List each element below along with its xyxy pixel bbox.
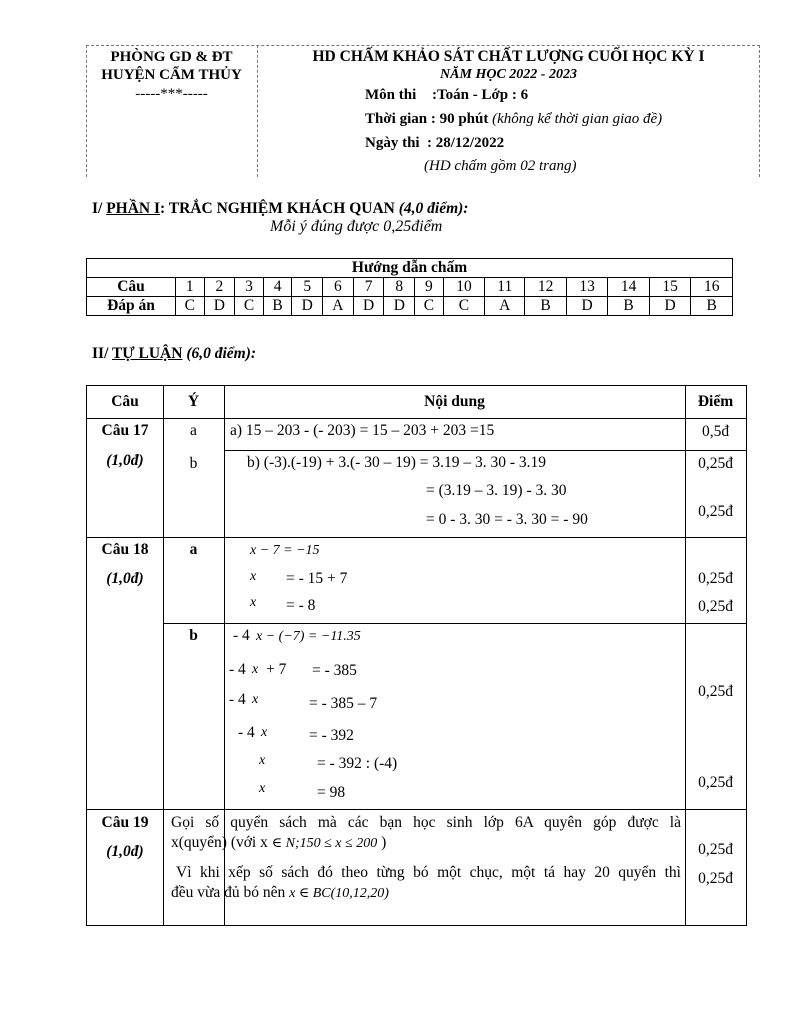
grid-line [87,418,746,419]
q18-b-line4-x: x [261,725,268,740]
q18-b-line3-a: - 4 [229,691,246,708]
q18-b-y: b [189,627,198,644]
question-number-cell: 1 [176,278,205,297]
answer-cell: B [608,297,650,316]
question-number-cell: 11 [485,278,525,297]
q18-b-line2-b: + 7 [266,661,287,678]
q18-b-line5-x: x [259,753,266,768]
grid-line [87,537,746,538]
answer-cell: D [292,297,323,316]
q19-line3: Vì khi xếp số sách đó theo từng bó một chục, một tá hay 20 quyển thì [176,864,681,881]
part2-label: TỰ LUẬN [111,345,183,362]
q18-b-line2-c: = - 385 [312,662,357,679]
q18-b-score2: 0,25đ [698,774,733,791]
pages-note: (HD chấm gồm 02 trang) [424,158,577,174]
q19-label: Câu 19 [101,814,149,831]
dept-stars: -----***----- [135,86,208,102]
q17-b-score1: 0,25đ [698,455,733,472]
q17-a-text: a) 15 – 203 - (- 203) = 15 – 203 + 203 =15 [230,422,495,439]
q18-b-line5-c: = - 392 : (-4) [317,755,398,772]
q17-b-line1: b) (-3).(-19) + 3.(- 30 – 19) = 3.19 – 3. 30 - 3.19 [247,454,547,471]
q18-b-line3-c: = - 385 – 7 [309,695,378,712]
part2-prefix: II/ [92,345,112,362]
q18-b-line1-b: x − (−7) = −11.35 [256,629,361,644]
q18-b-line1-a: - 4 [233,627,250,644]
q18-a-line2: = - 15 + 7 [286,570,348,587]
q18-b-score1: 0,25đ [698,683,733,700]
part1-prefix: I/ [92,200,107,217]
header-noi-dung: Nội dung [424,393,485,410]
dept-line1: PHÒNG GD & ĐT [110,49,233,65]
row-label-dap-an: Đáp án [87,297,176,316]
doc-title: HD CHẤM KHẢO SÁT CHẤT LƯỢNG CUỐI HỌC KỲ I [312,48,705,65]
grid-line [87,809,746,810]
answer-cell: C [176,297,205,316]
date-value: : 28/12/2022 [427,135,505,151]
q17-b-score2: 0,25đ [698,503,733,520]
time-label: Thời gian : 90 phút [365,111,489,127]
header-y: Ý [187,393,200,410]
q19-line4 [171,884,389,902]
part1-label: PHẦN I [106,200,161,217]
q19-score1: 0,25đ [698,841,733,858]
subject-label: Môn thi [365,87,417,103]
answer-cell: D [384,297,415,316]
subject-value: :Toán - Lớp : 6 [432,87,529,103]
answer-cell: A [485,297,525,316]
q19-line4-math: x ∈ BC(10,12,20) [289,886,389,901]
q17-points: (1,0đ) [106,452,144,469]
question-number-cell: 4 [263,278,292,297]
q17-b-y: b [189,455,198,472]
row-label-cau: Câu [87,278,176,297]
q17-b-line2: = (3.19 – 3. 19) - 3. 30 [426,482,567,499]
q19-line2-b: ) [381,834,387,851]
q19-points: (1,0đ) [106,843,144,860]
question-number-cell: 3 [235,278,264,297]
q19-line4-a: đều vừa đủ bó nên [171,884,286,901]
q18-a-y: a [189,541,198,558]
part1-note: Mỗi ý đúng được 0,25điểm [270,218,443,235]
time-note: (không kể thời gian giao đề) [492,111,663,127]
q18-a-line3-x: x [250,595,257,610]
answer-table-title: Hướng dẫn chấm [87,259,733,278]
q19-line2-a: x(quyển) (với x [171,834,268,851]
q18-label: Câu 18 [101,541,149,558]
q18-b-line6-c: = 98 [317,784,346,801]
answer-cell: D [204,297,235,316]
part2-heading [92,345,256,363]
answer-cell: C [443,297,485,316]
answer-cell: B [691,297,733,316]
q18-b-line2-x: x [252,662,259,677]
answer-cell: D [649,297,691,316]
answer-cell: D [353,297,384,316]
q17-b-line3: = 0 - 3. 30 = - 3. 30 = - 90 [426,511,588,528]
grid-line [163,623,746,624]
question-number-cell: 13 [566,278,608,297]
part2-points: (6,0 điểm): [182,345,257,362]
question-number-cell: 15 [649,278,691,297]
answer-cell: D [566,297,608,316]
q19-line1: Gọi số quyển sách mà các bạn học sinh lớp 6A quyên góp được là [171,814,681,831]
question-number-cell: 2 [204,278,235,297]
q17-a-y: a [190,422,197,439]
essay-table [86,385,747,926]
question-number-cell: 9 [415,278,444,297]
q17-a-score: 0,5đ [701,423,730,440]
q18-points: (1,0đ) [106,570,144,587]
answer-cell: A [323,297,354,316]
grid-line [224,450,746,451]
question-number-cell: 12 [525,278,567,297]
part1-heading [92,200,468,218]
question-number-cell: 14 [608,278,650,297]
q18-b-line6-x: x [259,781,266,796]
header-diem: Điểm [697,393,734,410]
q18-b-line3-x: x [252,692,259,707]
part1-points: (4,0 điểm): [398,200,469,217]
part1-title: : TRẮC NGHIỆM KHÁCH QUAN [160,200,399,217]
answer-table [86,258,733,316]
q18-b-line2-a: - 4 [229,661,246,678]
answer-cell: B [263,297,292,316]
header-cau: Câu [111,393,139,410]
answer-cell: B [525,297,567,316]
q18-a-line2-x: x [250,569,257,584]
dept-line2: HUYỆN CẨM THỦY [101,67,242,83]
q18-a-line3: = - 8 [286,597,316,614]
date-label: Ngày thi [365,135,420,151]
answer-cell: C [415,297,444,316]
q19-line2 [171,834,386,852]
q18-b-line4-a: - 4 [238,724,255,741]
question-number-cell: 10 [443,278,485,297]
question-number-cell: 16 [691,278,733,297]
q18-a-line1: x − 7 = −15 [250,543,320,558]
answer-cell: C [235,297,264,316]
question-number-cell: 6 [323,278,354,297]
question-number-cell: 7 [353,278,384,297]
time-row [365,111,662,128]
question-number-cell: 5 [292,278,323,297]
q18-a-score2: 0,25đ [698,598,733,615]
q19-score2: 0,25đ [698,870,733,887]
q17-label: Câu 17 [101,422,149,439]
q19-line2-math: ∈ N;150 ≤ x ≤ 200 [271,836,378,851]
q18-a-score1: 0,25đ [698,570,733,587]
q18-b-line4-c: = - 392 [309,727,354,744]
question-number-cell: 8 [384,278,415,297]
school-year: NĂM HỌC 2022 - 2023 [440,67,577,82]
